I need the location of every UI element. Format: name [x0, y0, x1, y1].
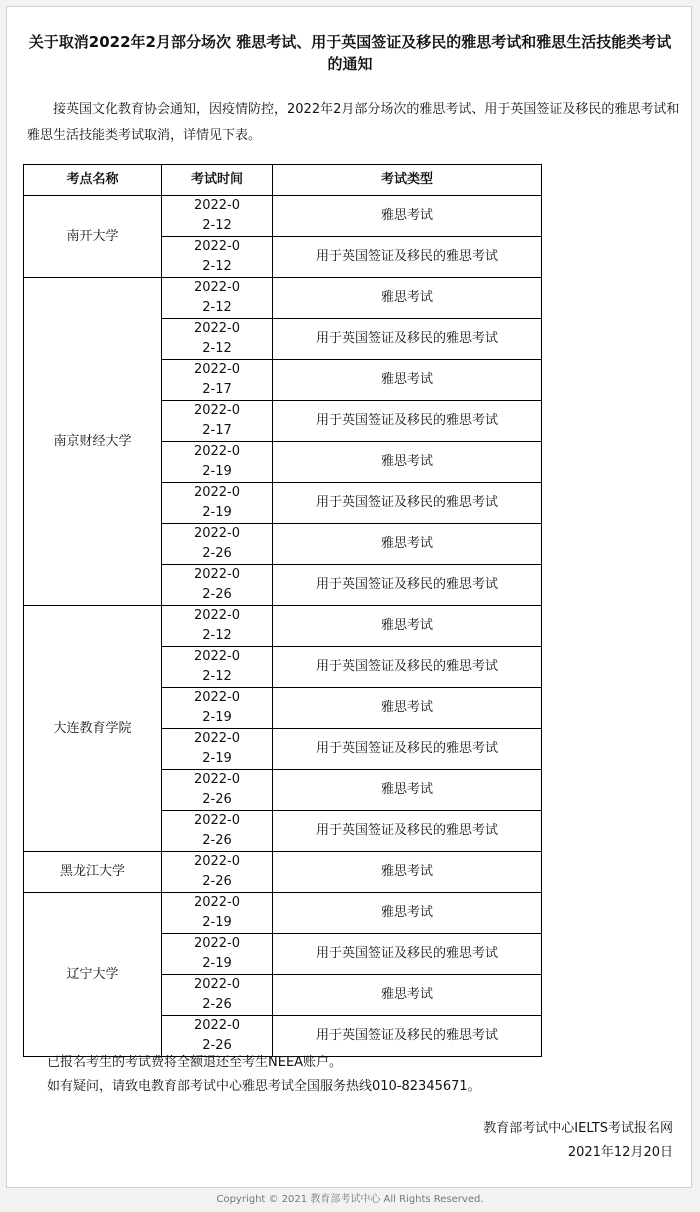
venue-cell: 南开大学 [24, 196, 162, 278]
date-cell: 2022-02-17 [162, 401, 273, 442]
exam-type-cell: 用于英国签证及移民的雅思考试 [273, 1016, 542, 1057]
exam-type-cell: 雅思考试 [273, 442, 542, 483]
date-cell: 2022-02-26 [162, 565, 273, 606]
signature-date: 2021年12月20日 [567, 1145, 673, 1160]
date-cell: 2022-02-19 [162, 934, 273, 975]
notice-card [6, 6, 692, 1188]
table-row [24, 606, 542, 647]
table-row [24, 278, 542, 319]
exam-type-cell: 雅思考试 [273, 278, 542, 319]
notice-title: 关于取消2022年2月部分场次 雅思考试、用于英国签证及移民的雅思考试和雅思生活技能类考试的通知 [28, 33, 672, 73]
exam-type-cell: 雅思考试 [273, 606, 542, 647]
cancelled-exam-table [23, 164, 542, 1057]
date-cell: 2022-02-26 [162, 1016, 273, 1057]
exam-type-cell: 雅思考试 [273, 360, 542, 401]
date-cell: 2022-02-26 [162, 811, 273, 852]
header-date: 考试时间 [162, 165, 273, 196]
date-cell: 2022-02-19 [162, 483, 273, 524]
note-refund: 已报名考生的考试费将全额退还至考生NEEA账户。 [47, 1055, 343, 1070]
date-cell: 2022-02-19 [162, 688, 273, 729]
exam-type-cell: 用于英国签证及移民的雅思考试 [273, 483, 542, 524]
signature-org: 教育部考试中心IELTS考试报名网 [483, 1121, 673, 1136]
exam-type-cell: 用于英国签证及移民的雅思考试 [273, 237, 542, 278]
exam-type-cell: 雅思考试 [273, 770, 542, 811]
exam-type-cell: 用于英国签证及移民的雅思考试 [273, 401, 542, 442]
venue-cell: 大连教育学院 [24, 606, 162, 852]
exam-type-cell: 雅思考试 [273, 688, 542, 729]
table-header-row [24, 165, 542, 196]
table-row [24, 852, 542, 893]
exam-type-cell: 用于英国签证及移民的雅思考试 [273, 565, 542, 606]
notice-intro: 接英国文化教育协会通知，因疫情防控，2022年2月部分场次的雅思考试、用于英国签证及移民的雅思考试和雅思生活技能类考试取消，详情见下表。 [27, 102, 680, 143]
date-cell: 2022-02-26 [162, 770, 273, 811]
date-cell: 2022-02-12 [162, 647, 273, 688]
date-cell: 2022-02-26 [162, 524, 273, 565]
exam-type-cell: 用于英国签证及移民的雅思考试 [273, 729, 542, 770]
venue-cell: 黑龙江大学 [24, 852, 162, 893]
header-venue: 考点名称 [24, 165, 162, 196]
date-cell: 2022-02-12 [162, 319, 273, 360]
exam-type-cell: 用于英国签证及移民的雅思考试 [273, 811, 542, 852]
exam-type-cell: 用于英国签证及移民的雅思考试 [273, 319, 542, 360]
venue-cell: 南京财经大学 [24, 278, 162, 606]
exam-type-cell: 雅思考试 [273, 852, 542, 893]
signature [483, 1117, 673, 1165]
copyright-footer: Copyright © 2021 教育部考试中心 All Rights Reserved. [216, 1194, 484, 1205]
venue-cell: 辽宁大学 [24, 893, 162, 1057]
header-type: 考试类型 [273, 165, 542, 196]
date-cell: 2022-02-12 [162, 606, 273, 647]
exam-type-cell: 用于英国签证及移民的雅思考试 [273, 647, 542, 688]
table-row [24, 196, 542, 237]
date-cell: 2022-02-19 [162, 729, 273, 770]
note-hotline: 如有疑问，请致电教育部考试中心雅思考试全国服务热线010-82345671。 [47, 1079, 481, 1094]
table-row [24, 893, 542, 934]
exam-type-cell: 用于英国签证及移民的雅思考试 [273, 934, 542, 975]
date-cell: 2022-02-26 [162, 852, 273, 893]
date-cell: 2022-02-12 [162, 196, 273, 237]
date-cell: 2022-02-12 [162, 278, 273, 319]
exam-type-cell: 雅思考试 [273, 893, 542, 934]
table-body [24, 196, 542, 1057]
exam-type-cell: 雅思考试 [273, 524, 542, 565]
exam-type-cell: 雅思考试 [273, 196, 542, 237]
date-cell: 2022-02-17 [162, 360, 273, 401]
date-cell: 2022-02-12 [162, 237, 273, 278]
notes [47, 1051, 667, 1099]
date-cell: 2022-02-19 [162, 893, 273, 934]
date-cell: 2022-02-26 [162, 975, 273, 1016]
date-cell: 2022-02-19 [162, 442, 273, 483]
exam-type-cell: 雅思考试 [273, 975, 542, 1016]
